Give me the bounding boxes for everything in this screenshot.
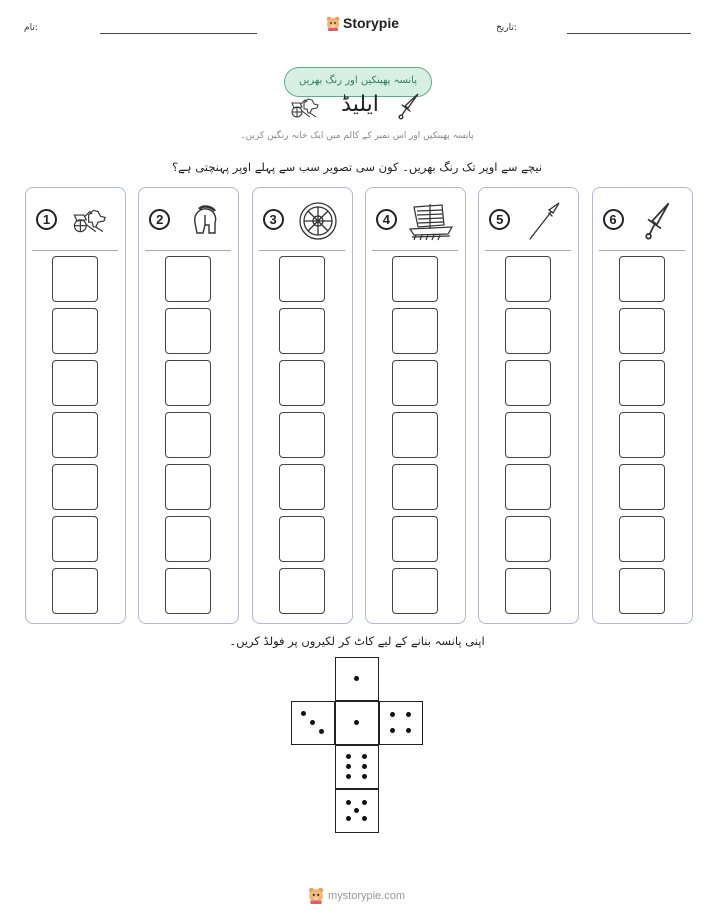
dice-column-1: [25, 187, 126, 624]
dice-column-4: [365, 187, 466, 624]
dice-column-3: [252, 187, 353, 624]
spear-icon: [517, 200, 571, 242]
dice-pip: [301, 711, 306, 716]
color-box[interactable]: [165, 516, 211, 562]
color-box[interactable]: [279, 516, 325, 562]
color-box[interactable]: [505, 464, 551, 510]
dice-column-6: [592, 187, 693, 624]
dice-pip: [362, 816, 367, 821]
color-box[interactable]: [165, 256, 211, 302]
color-box[interactable]: [619, 256, 665, 302]
dice-pip: [406, 728, 411, 733]
sword-icon: [631, 200, 685, 242]
color-box[interactable]: [619, 464, 665, 510]
dice-pip: [346, 764, 351, 769]
name-line[interactable]: [100, 33, 257, 34]
dice-pip: [354, 720, 359, 725]
color-box[interactable]: [392, 412, 438, 458]
worksheet-question: نیچے سے اوپر تک رنگ بھریں۔ کون سی تصویر سب سے پہلے اوپر پہنچتی ہے؟: [171, 160, 543, 174]
color-box[interactable]: [619, 568, 665, 614]
dice-pip: [319, 729, 324, 734]
worksheet-subtitle: پانسہ پھینکیں اور اس نمبر کے کالم میں ایک خانہ رنگین کریں۔: [240, 131, 474, 141]
color-box[interactable]: [392, 256, 438, 302]
storypie-bear-icon: [308, 887, 324, 904]
column-number: 4: [376, 209, 397, 230]
color-box[interactable]: [505, 568, 551, 614]
color-box[interactable]: [392, 308, 438, 354]
column-divider: [259, 250, 345, 251]
dice-face-4: [379, 701, 423, 745]
footer: [308, 887, 405, 904]
dice-pip: [390, 728, 395, 733]
column-number: 6: [603, 209, 624, 230]
storypie-bear-icon: [326, 16, 340, 31]
helmet-icon: [177, 200, 231, 242]
dice-face-1: [335, 657, 379, 701]
color-box[interactable]: [505, 308, 551, 354]
dice-face-1: [335, 701, 379, 745]
dice-pip: [362, 754, 367, 759]
activity-pill: پانسہ پھینکیں اور رنگ بھریں: [284, 67, 432, 97]
sword-icon: [398, 92, 420, 120]
column-divider: [145, 250, 231, 251]
color-box[interactable]: [52, 256, 98, 302]
color-box[interactable]: [505, 516, 551, 562]
color-box[interactable]: [165, 308, 211, 354]
color-box[interactable]: [52, 568, 98, 614]
date-label: تاریخ:: [496, 23, 517, 33]
worksheet-title: ایلیڈ: [341, 92, 379, 117]
fold-instruction: اپنی پانسہ بنانے کے لیے کاٹ کر لکیروں پر فولڈ کریں۔: [229, 634, 485, 648]
chariot-icon: [64, 200, 118, 242]
color-box[interactable]: [279, 464, 325, 510]
dice-pip: [310, 720, 315, 725]
color-box[interactable]: [165, 568, 211, 614]
dice-pip: [354, 808, 359, 813]
color-box[interactable]: [392, 360, 438, 406]
date-line[interactable]: [567, 33, 691, 34]
color-box[interactable]: [619, 360, 665, 406]
brand-logo: [326, 15, 399, 31]
color-box[interactable]: [505, 256, 551, 302]
dice-pip: [362, 774, 367, 779]
shield-icon: [291, 200, 345, 242]
dice-pip: [406, 712, 411, 717]
color-box[interactable]: [505, 412, 551, 458]
dice-column-2: [138, 187, 239, 624]
chariot-icon: [290, 97, 322, 119]
dice-pip: [346, 754, 351, 759]
color-box[interactable]: [505, 360, 551, 406]
dice-pip: [390, 712, 395, 717]
dice-pip: [354, 676, 359, 681]
color-box[interactable]: [279, 568, 325, 614]
name-label: نام:: [24, 23, 38, 33]
dice-pip: [346, 800, 351, 805]
dice-face-5: [335, 789, 379, 833]
dice-face-3: [291, 701, 335, 745]
color-box[interactable]: [52, 308, 98, 354]
color-box[interactable]: [279, 412, 325, 458]
column-divider: [32, 250, 118, 251]
column-divider: [372, 250, 458, 251]
color-box[interactable]: [392, 516, 438, 562]
dice-face-6: [335, 745, 379, 789]
dice-column-5: [478, 187, 579, 624]
dice-pip: [362, 764, 367, 769]
color-box[interactable]: [279, 256, 325, 302]
color-box[interactable]: [619, 308, 665, 354]
color-box[interactable]: [52, 360, 98, 406]
color-box[interactable]: [52, 516, 98, 562]
color-box[interactable]: [392, 568, 438, 614]
column-divider: [485, 250, 571, 251]
dice-pip: [346, 816, 351, 821]
color-box[interactable]: [619, 412, 665, 458]
ship-icon: [404, 200, 458, 242]
dice-pip: [346, 774, 351, 779]
column-number: 1: [36, 209, 57, 230]
color-box[interactable]: [619, 516, 665, 562]
color-box[interactable]: [392, 464, 438, 510]
brand-name: Storypie: [343, 15, 400, 31]
color-box[interactable]: [279, 360, 325, 406]
footer-site: mystorypie.com: [328, 889, 406, 902]
color-box[interactable]: [165, 360, 211, 406]
column-number: 5: [489, 209, 510, 230]
color-box[interactable]: [52, 412, 98, 458]
column-number: 2: [149, 209, 170, 230]
color-box[interactable]: [165, 464, 211, 510]
color-box[interactable]: [165, 412, 211, 458]
column-number: 3: [263, 209, 284, 230]
color-box[interactable]: [52, 464, 98, 510]
column-divider: [599, 250, 685, 251]
dice-pip: [362, 800, 367, 805]
color-box[interactable]: [279, 308, 325, 354]
